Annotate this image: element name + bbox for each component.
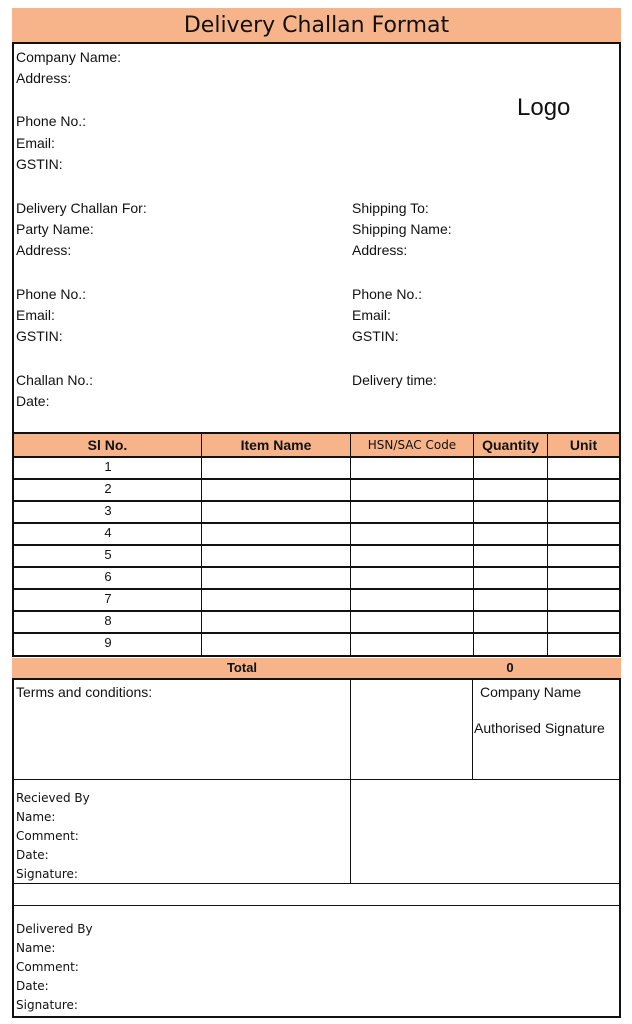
row-number: 1 <box>104 459 112 474</box>
total-row <box>12 658 621 678</box>
challan-date-label: Date: <box>16 393 50 409</box>
header-hsn-code: HSN/SAC Code <box>351 434 474 456</box>
table-header-row <box>14 434 619 458</box>
shipping-gstin-label: GSTIN: <box>352 328 399 344</box>
party-email-label: Email: <box>16 307 55 323</box>
table-row <box>14 478 619 502</box>
info-box <box>12 42 621 434</box>
delivered-date-label: Date: <box>16 979 49 993</box>
party-phone-label: Phone No.: <box>16 286 87 302</box>
company-address-label: Address: <box>16 70 72 86</box>
row-number: 9 <box>104 635 112 650</box>
table-body <box>14 456 619 657</box>
total-value: 0 <box>506 660 514 675</box>
row-number: 7 <box>104 591 112 606</box>
delivered-comment-label: Comment: <box>16 960 79 974</box>
table-row <box>14 610 619 634</box>
logo-placeholder: Logo <box>517 94 571 121</box>
row-number: 8 <box>104 613 112 628</box>
terms-label: Terms and conditions: <box>16 684 153 700</box>
received-signature-label: Signature: <box>16 867 78 881</box>
total-label: Total <box>226 660 258 675</box>
company-gstin-label: GSTIN: <box>16 156 63 172</box>
shipping-address-label: Address: <box>352 242 408 258</box>
shipping-name-label: Shipping Name: <box>352 221 452 237</box>
header-unit: Unit <box>569 437 598 453</box>
header-item-name: Item Name <box>202 434 351 456</box>
table-row <box>14 632 619 655</box>
delivery-time-label: Delivery time: <box>352 372 437 388</box>
authorised-signature-label: Authorised Signature <box>474 720 605 736</box>
signature-company-name: Company Name <box>480 684 582 700</box>
party-gstin-label: GSTIN: <box>16 328 63 344</box>
received-name-label: Name: <box>16 810 56 824</box>
table-row <box>14 500 619 524</box>
delivered-name-label: Name: <box>16 941 56 955</box>
received-comment-label: Comment: <box>16 829 79 843</box>
table-row <box>14 588 619 612</box>
delivered-signature-label: Signature: <box>16 998 78 1012</box>
table-row <box>14 544 619 568</box>
page-title: Delivery Challan Format <box>12 8 621 42</box>
footer-box <box>12 678 621 1018</box>
challan-no-label: Challan No.: <box>16 372 94 388</box>
received-by-title: Recieved By <box>16 791 90 805</box>
shipping-email-label: Email: <box>352 307 391 323</box>
party-for-label: Delivery Challan For: <box>16 200 147 216</box>
header-quantity: Quantity <box>474 434 548 456</box>
shipping-phone-label: Phone No.: <box>352 286 423 302</box>
row-number: 4 <box>104 525 112 540</box>
received-date-label: Date: <box>16 848 49 862</box>
company-email-label: Email: <box>16 135 55 151</box>
party-address-label: Address: <box>16 242 72 258</box>
delivered-by-title: Delivered By <box>16 922 93 936</box>
items-table <box>12 434 621 657</box>
table-row <box>14 456 619 480</box>
party-name-label: Party Name: <box>16 221 94 237</box>
row-number: 5 <box>104 547 112 562</box>
row-number: 2 <box>104 481 112 496</box>
shipping-to-label: Shipping To: <box>352 200 429 216</box>
header-sl-no: Sl No. <box>14 434 202 456</box>
row-number: 6 <box>104 569 112 584</box>
table-row <box>14 522 619 546</box>
company-phone-label: Phone No.: <box>16 113 87 129</box>
company-name-label: Company Name: <box>16 49 122 65</box>
table-row <box>14 566 619 590</box>
row-number: 3 <box>104 503 112 518</box>
